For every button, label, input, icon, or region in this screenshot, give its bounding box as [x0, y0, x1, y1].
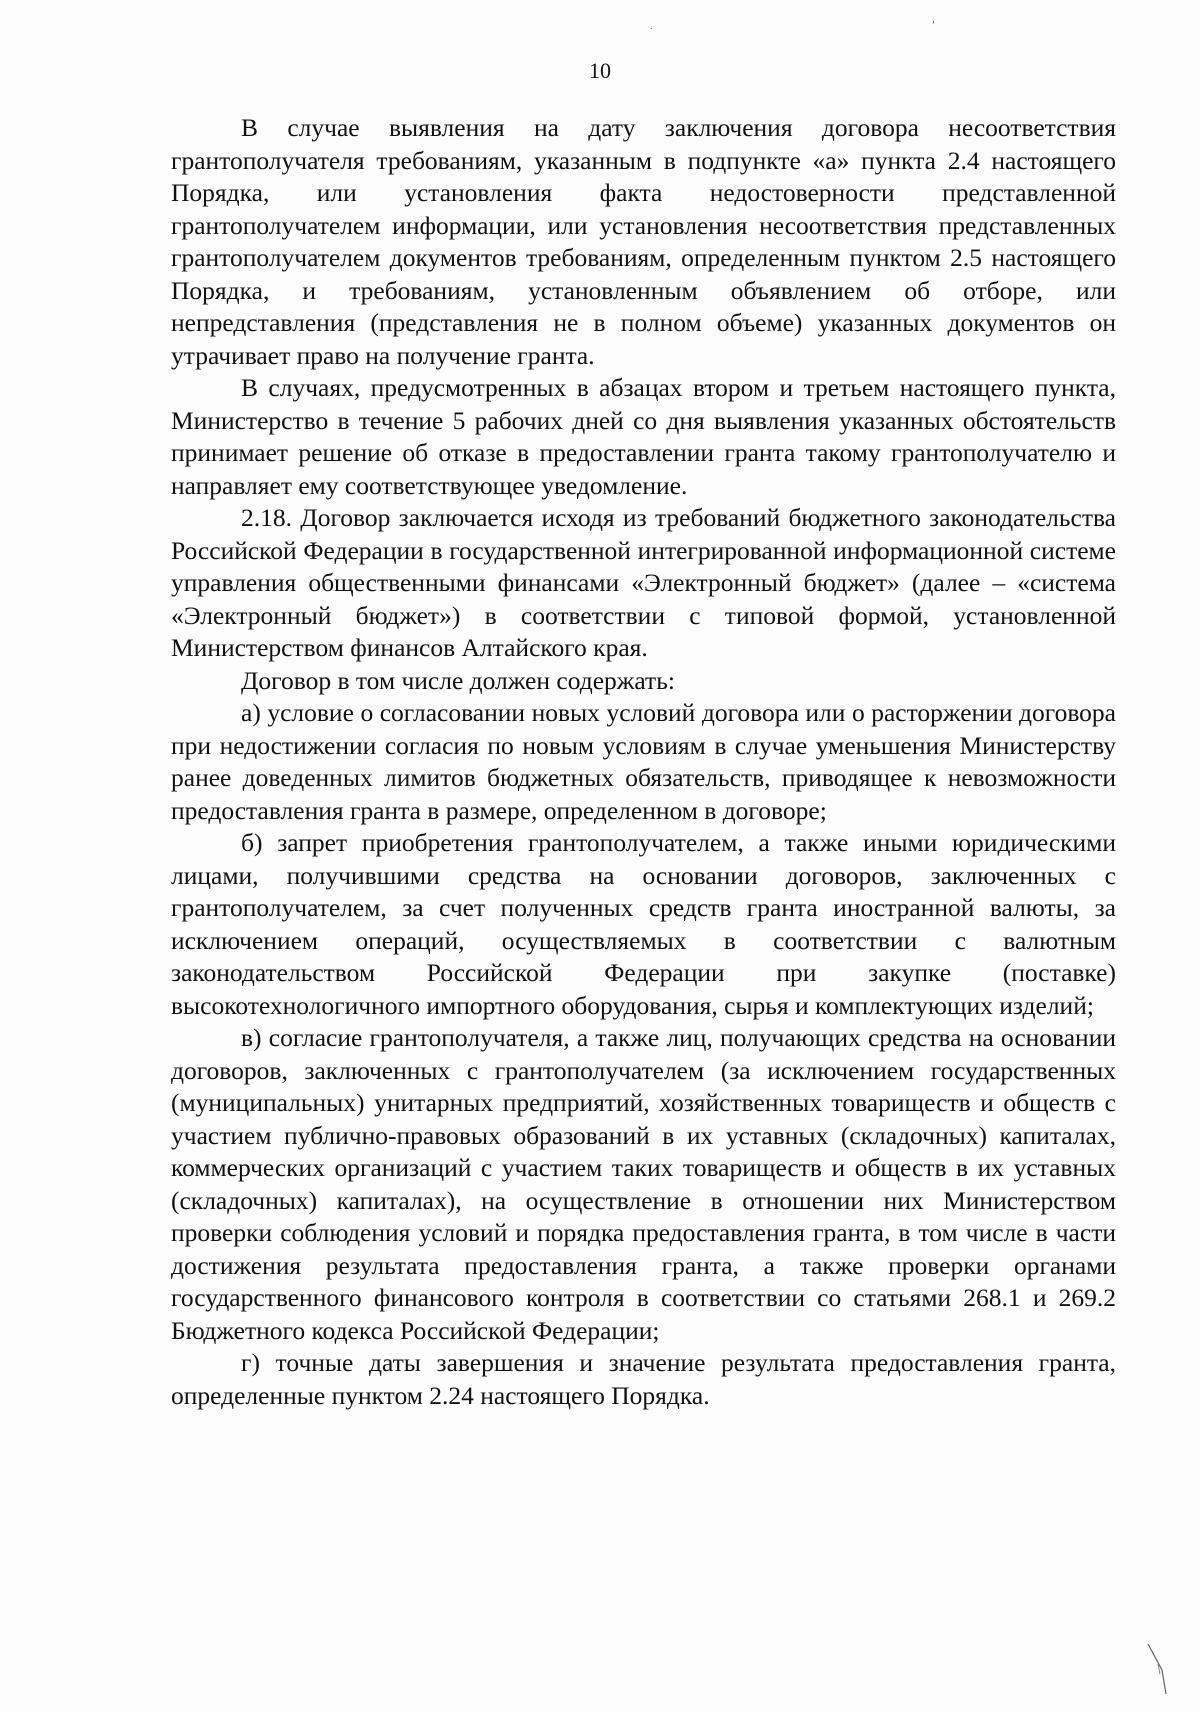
scan-speck-top-left: . — [650, 22, 653, 31]
page-number: 10 — [589, 58, 611, 83]
document-body — [171, 112, 1116, 1412]
scan-mark-bottom-right — [1140, 1640, 1180, 1700]
list-item-g: г) точные даты завершения и значение результата предоставления гранта, определенные пунктом 2.24 настоящего Порядка. — [171, 1348, 1116, 1410]
list-item-b: б) запрет приобретения грантополучателем, а также иными юридическими лицами, получившими средства на основании договоров, заключенных с грантополучателем, за счет полученных средств гранта иностранной валюты, за исключением операций, осуществляемых в соответствии с валютным законодательством Российской Федерации при закупке (поставке) высокотехнологичного импортного оборудования, сырья и комплектующих изделий; — [171, 828, 1116, 1020]
list-item-v: в) согласие грантополучателя, а также лиц, получающих средства на основании договоров, заключенных с грантополучателем (за исключением государственных (муниципальных) унитарных предприятий, хозяйственных товариществ и обществ с участием публично-правовых образований в их уставных (складочных) капиталах, коммерческих организаций с участием таких товариществ и обществ в их уставных (складочных) капиталах), на осуществление в отношении них Министерством проверки соблюдения условий и порядка предоставления гранта, в том числе в части достижения результата предоставления гранта, а также проверки органами государственного финансового контроля в соответствии со статьями 268.1 и 269.2 Бюджетного кодекса Российской Федерации; — [171, 1023, 1116, 1345]
paragraph-contract-contents-intro: Договор в том числе должен содержать: — [241, 665, 675, 695]
paragraph-2-18-contract: 2.18. Договор заключается исходя из требований бюджетного законодательства Российской Федерации в государственной интегрированной информационной системе управления общественными финансами «Электронный бюджет» (далее – «система «Электронный бюджет») в соответствии с типовой формой, установленной Министерством финансов Алтайского края. — [171, 503, 1116, 662]
scan-speck-top: ' — [932, 20, 935, 31]
paragraph-nonconformity: В случае выявления на дату заключения договора несоответствия грантополучателя требованиям, указанным в подпункте «а» пункта 2.4 настоящего Порядка, или установления факта недостоверности представленной грантополучателем информации, или установления несоответствия представленных грантополучателем документов требованиям, определенным пунктом 2.5 настоящего Порядка, и требованиям, установленным объявлением об отборе, или непредставления (представления не в полном объеме) указанных документов он утрачивает право на получение гранта. — [171, 113, 1116, 370]
paragraph-refusal-decision: В случаях, предусмотренных в абзацах втором и третьем настоящего пункта, Министерство в течение 5 рабочих дней со дня выявления указанных обстоятельств принимает решение об отказе в предоставлении гранта такому грантополучателю и направляет ему соответствующее уведомление. — [171, 373, 1116, 500]
list-item-a: а) условие о согласовании новых условий договора или о расторжении договора при недостижении согласия по новым условиям в случае уменьшения Министерству ранее доведенных лимитов бюджетных обязательств, приводящее к невозможности предоставления гранта в размере, определенном в договоре; — [171, 698, 1116, 825]
